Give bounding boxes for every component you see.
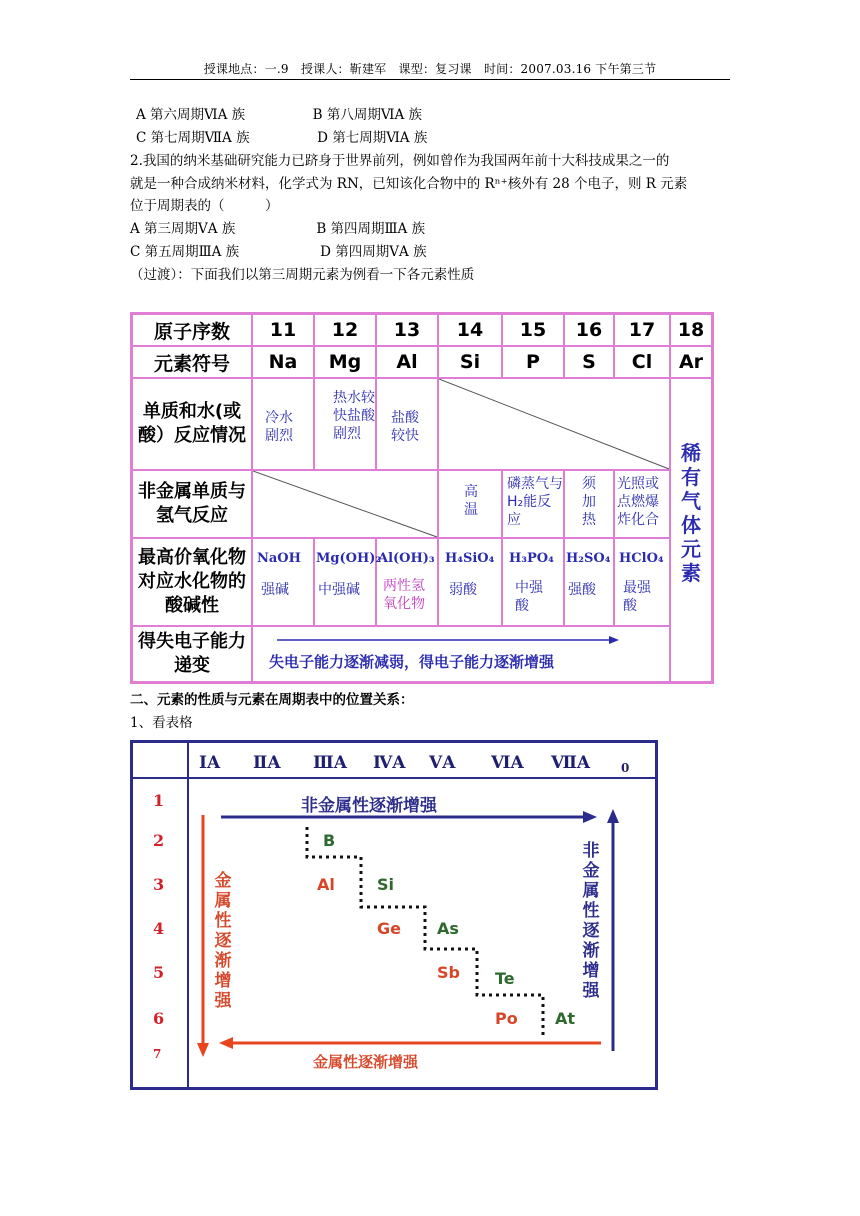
element-symbol-cell: Al: [377, 347, 439, 379]
acid-nature: 最强酸: [623, 580, 651, 614]
page-header: 授课地点：一.9 授课人：靳建军 课型：复习课 时间：2007.03.16 下午第三节: [203, 62, 657, 76]
atomic-number-cell: 16: [565, 315, 615, 347]
row-label-water-reaction: 单质和水(或酸）反应情况: [133, 379, 253, 471]
acid-formula: H₄SiO₄: [445, 551, 495, 566]
question-2-line-3: 位于周期表的（ ）: [130, 198, 279, 214]
hydrogen-reaction-si: [439, 471, 503, 539]
atomic-number-cell: 13: [377, 315, 439, 347]
transition-text: （过渡）：下面我们以第三周期元素为例看一下各元素性质: [130, 267, 475, 283]
electron-trend-text: 失电子能力逐渐减弱，得电子能力逐渐增强: [269, 653, 555, 671]
sub-title: 1、看表格: [130, 715, 193, 731]
acidity-cl: [615, 539, 671, 627]
row-label-hydrogen-reaction: 非金属单质与氢气反应: [133, 471, 253, 539]
period-number: 4: [153, 919, 165, 938]
left-vertical-label: 金属性逐渐增强: [214, 871, 232, 1011]
period-number: 3: [153, 875, 165, 894]
acid-formula: H₃PO₄: [509, 551, 554, 566]
element-label: Sb: [437, 963, 460, 982]
element-label: Po: [495, 1009, 518, 1028]
hydrogen-reaction-p: [503, 471, 565, 539]
water-reaction-na: [253, 379, 315, 471]
section-title: 二、元素的性质与元素在周期表中的位置关系：: [130, 692, 414, 708]
acid-nature: 中强酸: [515, 580, 543, 614]
atomic-number-cell: 18: [671, 315, 711, 347]
noble-gas-label: 稀有气体元素: [681, 441, 701, 585]
water-reaction-text: 热水较快盐酸剧烈: [333, 390, 375, 442]
electron-trend-cell: [253, 627, 671, 681]
row-label-acidity: 最高价氧化物对应水化物的酸碱性: [133, 539, 253, 627]
group-label: ⅢA: [313, 753, 347, 773]
row-label-atomic-number: 原子序数: [133, 315, 253, 347]
acid-nature: 强酸: [568, 582, 596, 598]
atomic-number-cell: 12: [315, 315, 377, 347]
hydrogen-reaction-text: 磷蒸气与H₂能反应: [507, 476, 563, 528]
atomic-number-cell: 15: [503, 315, 565, 347]
hydrogen-reaction-text: 须加热: [582, 476, 596, 528]
hydroxide-formula: Al(OH)₃: [378, 551, 435, 566]
period-number: 7: [153, 1047, 162, 1061]
hydrogen-reaction-text: 高温: [464, 484, 478, 518]
hydrogen-reaction-empty: [253, 471, 439, 539]
acid-nature: 两性氢氧化物: [383, 578, 425, 612]
noble-gas-cell: [671, 379, 711, 681]
diagonal-line: [253, 471, 439, 539]
period-number: 5: [153, 963, 165, 982]
acidity-mg: [315, 539, 382, 627]
element-label: Si: [377, 875, 395, 894]
element-label: Ge: [377, 919, 401, 938]
acid-nature: 中强碱: [318, 582, 360, 598]
diagonal-line: [439, 379, 671, 471]
group-label: ⅥA: [491, 753, 524, 773]
hydroxide-formula: Mg(OH)₂: [316, 551, 382, 566]
header-rule: [130, 79, 730, 80]
hydrogen-reaction-text: 光照或点燃爆炸化合: [617, 476, 659, 528]
water-reaction-mg: [315, 379, 377, 471]
question-2-line-2: 就是一种合成纳米材料，化学式为 RN，已知该化合物中的 Rⁿ⁺核外有 28 个电子，则 R 元素: [130, 176, 688, 192]
hydrogen-reaction-cl: [615, 471, 671, 539]
group-label: ⅦA: [551, 753, 591, 773]
element-symbol-cell: Mg: [315, 347, 377, 379]
water-reaction-text: 盐酸较快: [391, 410, 419, 444]
group-label: ⅤA: [429, 753, 456, 773]
hydrogen-reaction-s: [565, 471, 615, 539]
acid-nature: 强碱: [261, 582, 289, 598]
acidity-p: [503, 539, 565, 627]
element-symbol-cell: Si: [439, 347, 503, 379]
question-2-options-ab: A 第三周期ⅤA 族 B 第四周期ⅢA 族: [130, 221, 426, 237]
row-label-electron-trend: 得失电子能力递变: [133, 627, 253, 681]
period-number: 1: [153, 791, 165, 810]
element-symbol-cell: P: [503, 347, 565, 379]
acid-formula: HClO₄: [619, 551, 664, 566]
option-line-cd: C 第七周期ⅦA 族 D 第七周期ⅥA 族: [136, 130, 428, 146]
period-number: 2: [153, 831, 165, 850]
atomic-number-cell: 11: [253, 315, 315, 347]
question-2-line-1: 2.我国的纳米基础研究能力已跻身于世界前列，例如曾作为我国两年前十大科技成果之一的: [130, 153, 670, 169]
element-label: At: [555, 1009, 576, 1028]
water-reaction-al: [377, 379, 439, 471]
element-symbol-cell: Ar: [671, 347, 711, 379]
acidity-si: [439, 539, 503, 627]
water-reaction-text: 冷水剧烈: [265, 410, 293, 444]
group-label: ⅣA: [373, 753, 406, 773]
group-label: 0: [621, 761, 630, 775]
option-line-ab: A 第六周期ⅥA 族 B 第八周期ⅥA 族: [136, 107, 422, 123]
element-symbol-cell: S: [565, 347, 615, 379]
periodic-trend-diagram: [130, 740, 658, 1090]
acidity-s: [565, 539, 615, 627]
element-symbol-cell: Na: [253, 347, 315, 379]
group-label: ⅡA: [253, 753, 281, 773]
question-2-options-cd: C 第五周期ⅢA 族 D 第四周期ⅤA 族: [130, 244, 427, 260]
period3-property-table: [130, 312, 714, 684]
group-label: ⅠA: [199, 753, 221, 773]
acidity-na: [253, 539, 315, 627]
right-vertical-label: 非金属性逐渐增强: [582, 841, 600, 1001]
element-label: As: [437, 919, 459, 938]
element-symbol-cell: Cl: [615, 347, 671, 379]
row-label-symbol: 元素符号: [133, 347, 253, 379]
element-label: Te: [495, 969, 515, 988]
acid-formula: H₂SO₄: [566, 551, 611, 566]
element-label: Al: [317, 875, 335, 894]
element-label: B: [323, 831, 336, 850]
period-number: 6: [153, 1009, 165, 1028]
acid-nature: 弱酸: [449, 582, 477, 598]
atomic-number-cell: 14: [439, 315, 503, 347]
hydroxide-formula: NaOH: [257, 551, 301, 566]
water-reaction-empty: [439, 379, 671, 471]
atomic-number-cell: 17: [615, 315, 671, 347]
top-arrow-label: 非金属性逐渐增强: [301, 796, 437, 816]
acidity-al: [377, 539, 439, 627]
bottom-arrow-label: 金属性逐渐增强: [313, 1053, 419, 1071]
